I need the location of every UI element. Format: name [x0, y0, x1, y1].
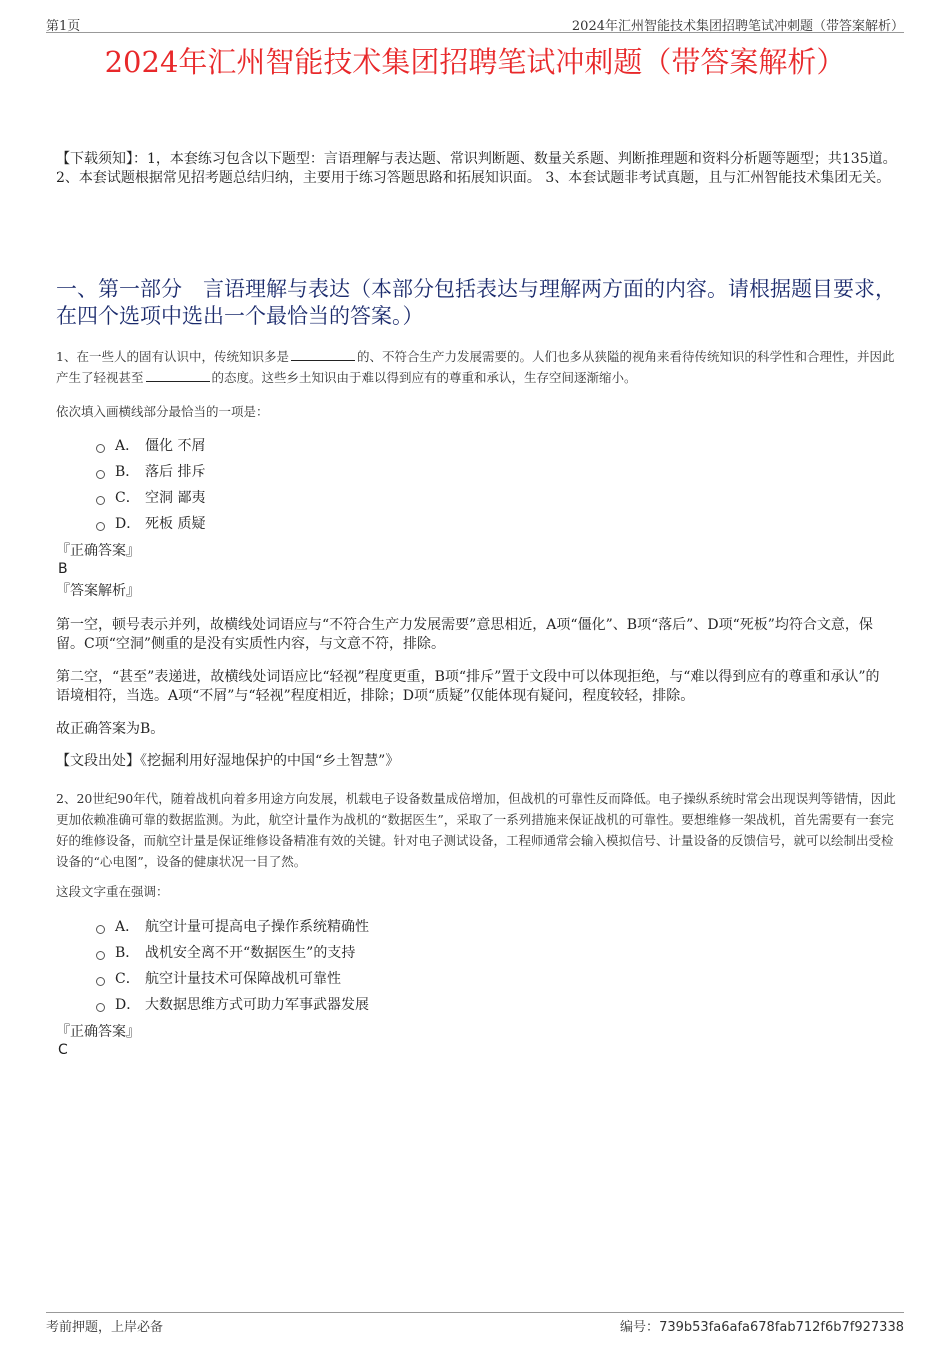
question-2-instruction: 这段文字重在强调：	[56, 884, 169, 899]
analysis-paragraph-1: 第一空，顿号表示并列，故横线处词语应与“不符合生产力发展需要”意思相近，A项“僵化”、B项“落后”、D项“死板”均符合文意，保留。C项“空洞”侧重的是没有实质性内容，与文意不符，排除。	[56, 617, 873, 652]
passage-source: 【文段出处】《挖掘利用好湿地保护的中国“乡土智慧”》	[56, 753, 400, 769]
option-text: 落后 排斥	[145, 464, 206, 480]
question-1-text	[56, 346, 901, 388]
radio-button[interactable]	[96, 470, 105, 479]
option-a[interactable]	[96, 432, 205, 458]
correct-answer-label: 『正确答案』	[56, 1024, 140, 1040]
option-letter: A．	[115, 919, 140, 935]
option-text: 僵化 不屑	[145, 438, 206, 454]
question-1-text-part-c: 的态度。这些乡土知识由于难以得到应有的尊重和承认，生存空间逐渐缩小。	[211, 370, 637, 385]
footer-slogan: 考前押题，上岸必备	[46, 1320, 164, 1335]
question-2-text: 2、20世纪90年代，随着战机向着多用途方向发展，机载电子设备数量成倍增加，但战机的可靠性反而降低。电子操纵系统时常会出现误判等错情，因此更加依赖准确可靠的数据监测。为此，航空计量作为战机的“数据医生”，采取了一系列措施来保证战机的可靠性。要想维修一架战机，首先需要有一套完好的维修设备，而航空计量是保证维修设备精准有效的关键。针对电子测试设备，工程师通常会输入模拟信号、计量设备的反馈信号，就可以绘制出受检设备的“心电图”，设备的健康状况一目了然。	[56, 791, 896, 869]
fill-blank-2	[146, 369, 210, 382]
analysis-paragraph-2: 第二空，“甚至”表递进，故横线处词语应比“轻视”程度更重，B项“排斥”置于文段中可以体现拒绝，与“难以得到应有的尊重和承认”的语境相符，当选。A项“不屑”与“轻视”程度相近，排除；D项“质疑”仅能体现有疑问，程度较轻，排除。	[56, 669, 880, 704]
option-b[interactable]	[96, 458, 205, 484]
option-c[interactable]	[96, 965, 369, 991]
option-d[interactable]	[96, 510, 205, 536]
code-label: 编号：	[620, 1320, 660, 1335]
fill-blank-1	[291, 348, 355, 361]
header-doc-title: 2024年汇州智能技术集团招聘笔试冲刺题（带答案解析）	[571, 19, 904, 34]
option-letter: B．	[115, 464, 140, 480]
download-notice: 【下载须知】：1，本套练习包含以下题型：言语理解与表达题、常识判断题、数量关系题、判断推理题和资料分析题等题型；共135道。 2、本套试题根据常见招考题总结归纳，主要用于练习答题思路和拓展知识面。 3、本套试题非考试真题，且与汇州智能技术集团无关。	[56, 151, 897, 186]
document-title: 2024年汇州智能技术集团招聘笔试冲刺题（带答案解析）	[104, 45, 846, 79]
question-1-text-part-b: 的、不符合生产力发展需要的。人们也多从狭隘的视角来看待传统知识的科学性和合理性，并因此产生了轻视甚至	[56, 349, 895, 385]
correct-answer: B	[58, 561, 68, 577]
correct-answer-label: 『正确答案』	[56, 543, 140, 559]
radio-button[interactable]	[96, 444, 105, 453]
question-2-options	[96, 913, 369, 1017]
radio-button[interactable]	[96, 925, 105, 934]
analysis-conclusion: 故正确答案为B。	[56, 721, 165, 737]
radio-button[interactable]	[96, 977, 105, 986]
page-footer	[46, 1312, 904, 1335]
option-text: 航空计量技术可保障战机可靠性	[145, 971, 341, 987]
option-text: 战机安全离不开“数据医生”的支持	[145, 945, 356, 961]
option-d[interactable]	[96, 991, 369, 1017]
option-c[interactable]	[96, 484, 205, 510]
radio-button[interactable]	[96, 522, 105, 531]
option-letter: C．	[115, 490, 140, 506]
code-value: 739b53fa6afa678fab712f6b7f927338	[659, 1320, 904, 1335]
document-code	[620, 1316, 904, 1335]
option-text: 死板 质疑	[145, 516, 206, 532]
radio-button[interactable]	[96, 496, 105, 505]
analysis-label: 『答案解析』	[56, 583, 140, 599]
option-text: 空洞 鄙夷	[145, 490, 206, 506]
option-letter: B．	[115, 945, 140, 961]
question-1-options	[96, 432, 205, 536]
option-b[interactable]	[96, 939, 369, 965]
page-number: 第1页	[46, 19, 81, 34]
correct-answer: C	[58, 1042, 68, 1058]
page-header	[46, 14, 904, 33]
option-text: 航空计量可提高电子操作系统精确性	[145, 919, 369, 935]
option-text: 大数据思维方式可助力军事武器发展	[145, 997, 369, 1013]
section-title: 一、第一部分 言语理解与表达（本部分包括表达与理解两方面的内容。请根据题目要求，在四个选项中选出一个最恰当的答案。）	[56, 277, 896, 328]
option-letter: A．	[115, 438, 140, 454]
option-letter: D．	[115, 997, 141, 1013]
radio-button[interactable]	[96, 1003, 105, 1012]
question-1-text-part-a: 1、在一些人的固有认识中，传统知识多是	[56, 349, 289, 364]
question-1-instruction: 依次填入画横线部分最恰当的一项是：	[56, 404, 269, 419]
option-a[interactable]	[96, 913, 369, 939]
option-letter: C．	[115, 971, 140, 987]
option-letter: D．	[115, 516, 141, 532]
radio-button[interactable]	[96, 951, 105, 960]
